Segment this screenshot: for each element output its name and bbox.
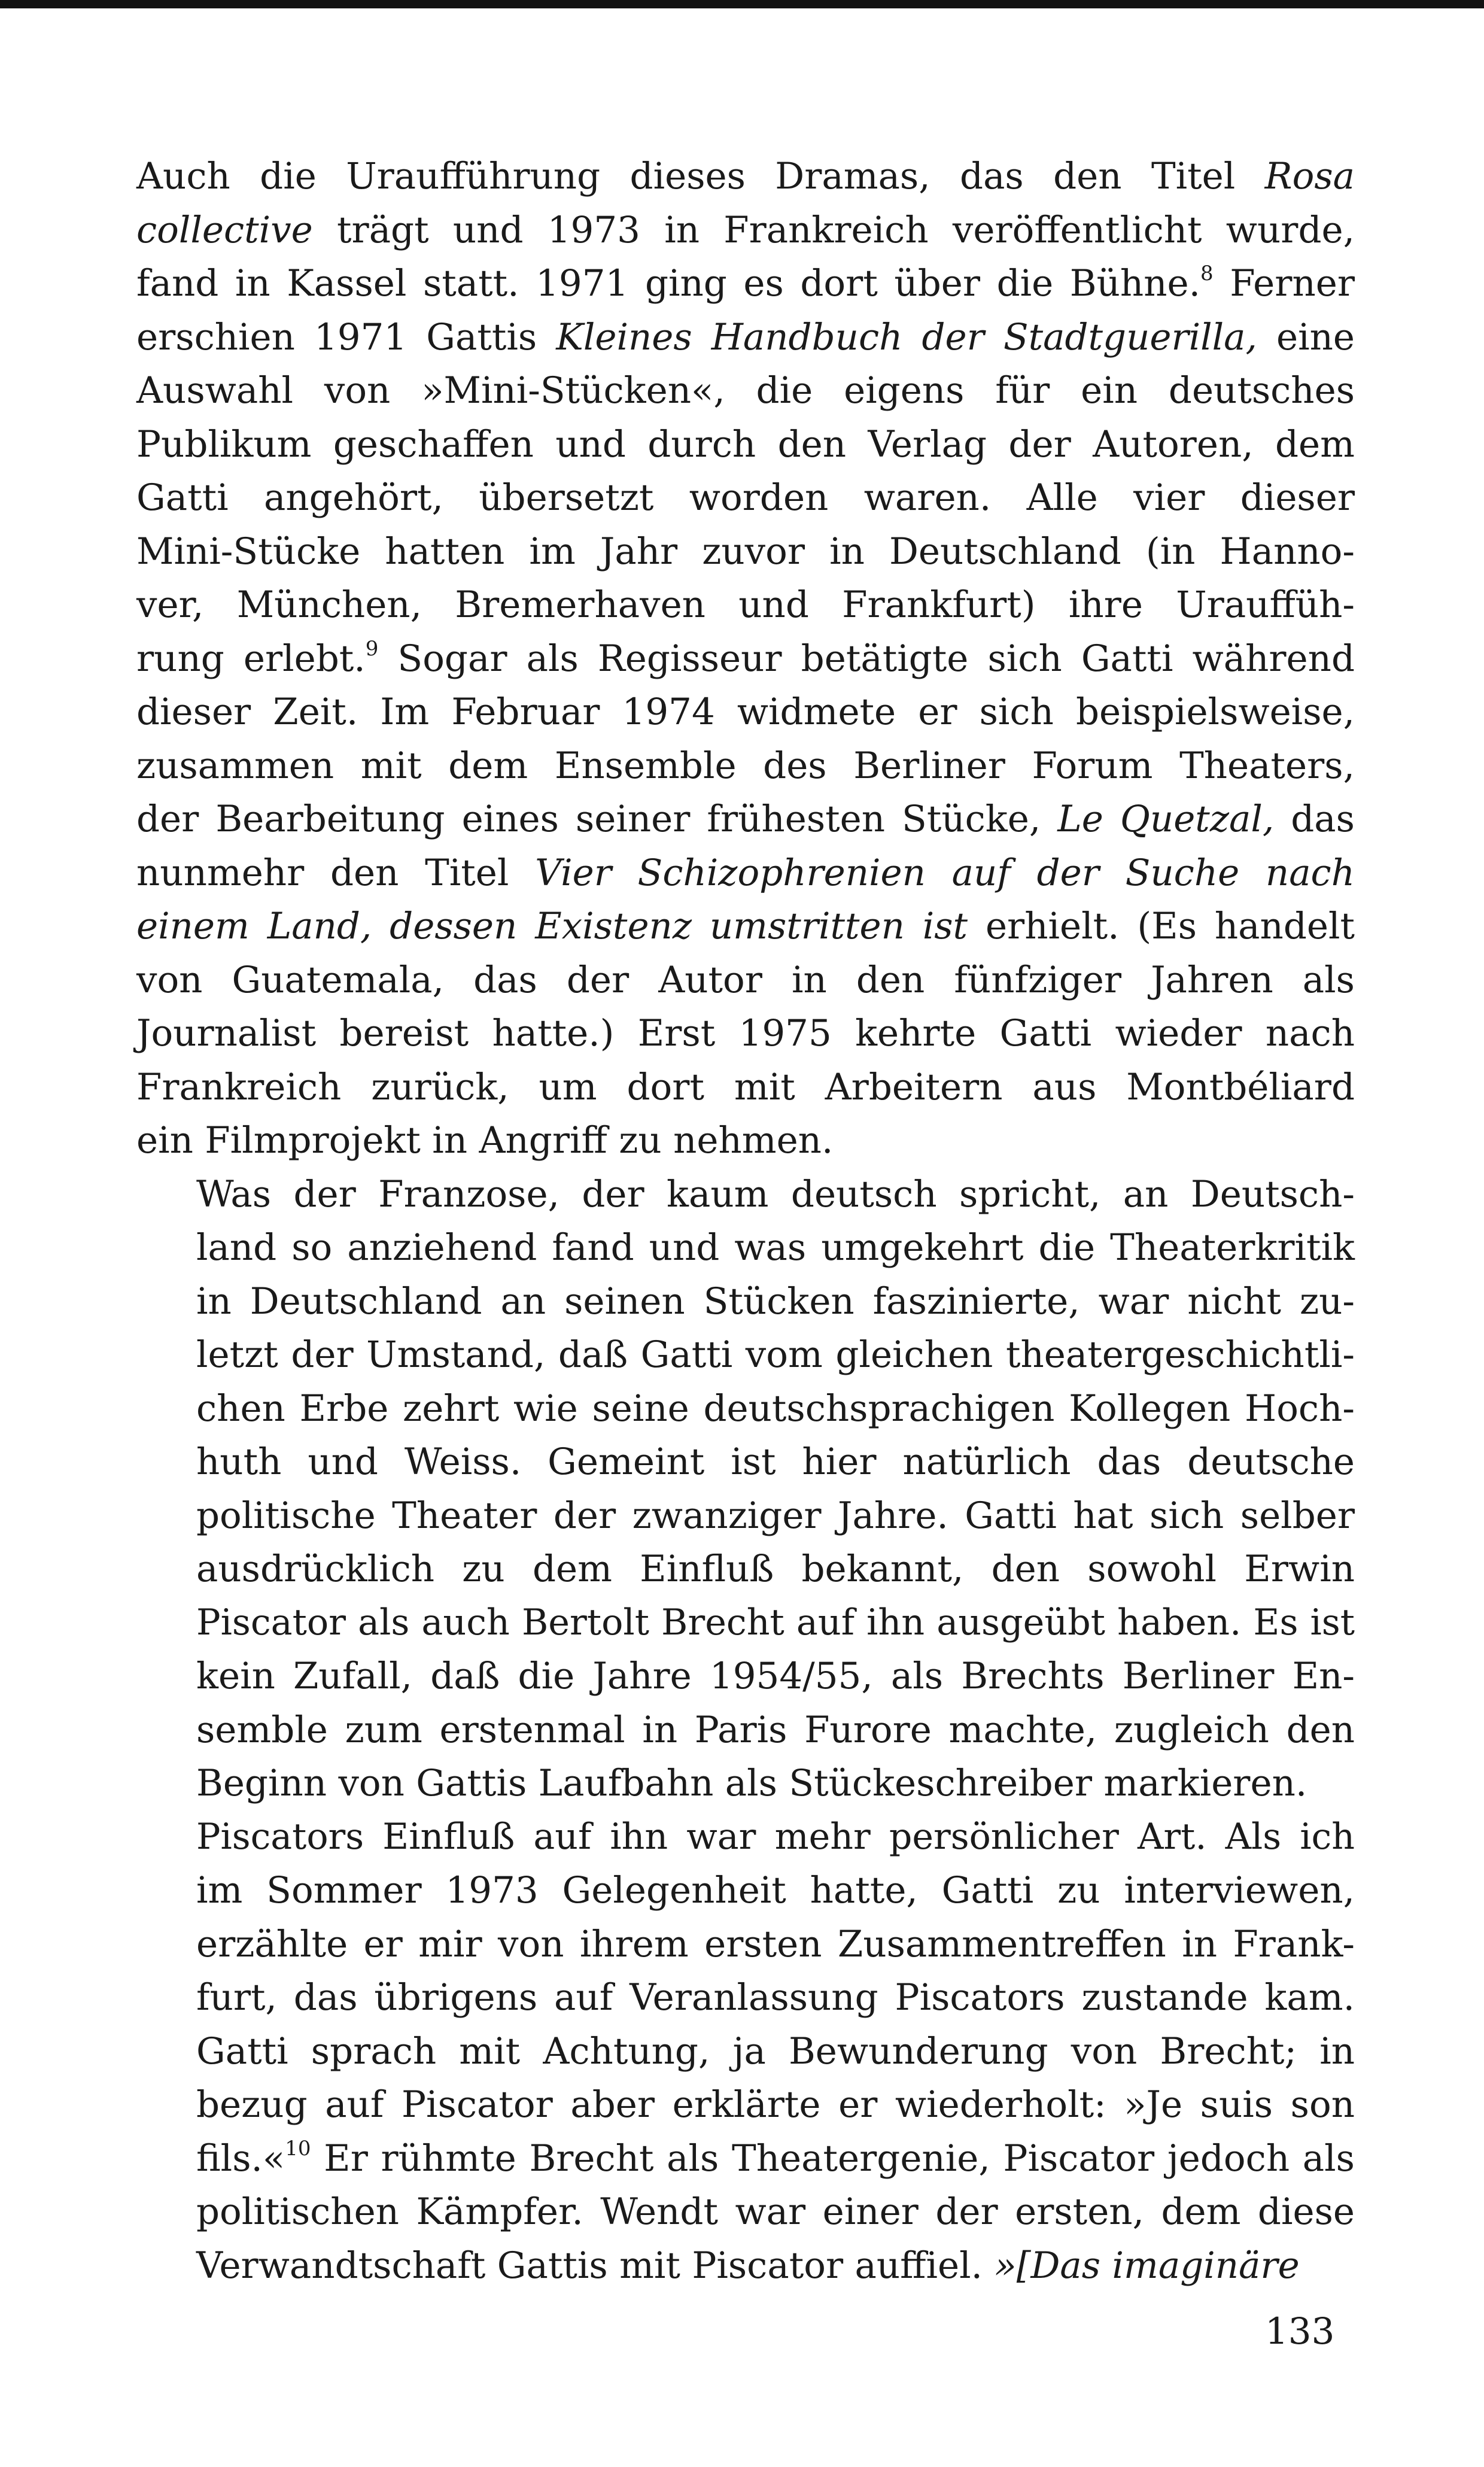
text-run: Publikum geschaffen und durch den Verlag der Autoren, dem [136, 423, 1355, 466]
text-line [136, 632, 1355, 686]
text-run: Verwandtschaft Gattis mit Piscator auffiel. [196, 2244, 995, 2287]
text-run: eine [1257, 315, 1355, 358]
text-line [136, 150, 1355, 203]
text-line [136, 2185, 1355, 2239]
footnote-marker: 9 [365, 636, 379, 661]
text-line [136, 1489, 1355, 1543]
text-run: ver, München, Bremerhaven und Frankfurt) ihre Urauffüh- [136, 584, 1355, 626]
text-line [136, 1061, 1355, 1114]
text-run: von Guatemala, das der Autor in den fünfziger Jahren als [136, 958, 1355, 1001]
text-run: politischen Kämpfer. Wendt war einer der ersten, dem diese [196, 2190, 1355, 2233]
footnote-marker: 8 [1200, 262, 1214, 285]
text-line [136, 792, 1355, 846]
text-line [136, 1864, 1355, 1918]
text-run: nunmehr den Titel [136, 851, 536, 894]
text-run: Gatti sprach mit Achtung, ja Bewunderung von Brecht; in [196, 2029, 1355, 2073]
text-line [136, 685, 1355, 739]
text-run: bezug auf Piscator aber erklärte er wiederholt: »Je suis son [196, 2083, 1355, 2126]
text-run: Journalist bereist hatte.) Erst 1975 kehrte Gatti wieder nach [136, 1012, 1355, 1055]
text-run: Auswahl von »Mini-Stücken«, die eigens für ein deutsches [136, 369, 1355, 412]
italic-title: Vier Schizophrenien auf der Suche nach [535, 851, 1355, 894]
text-run: ausdrücklich zu dem Einfluß bekannt, den sowohl Erwin [196, 1548, 1355, 1590]
text-run: dieser Zeit. Im Februar 1974 widmete er sich beispielsweise, [136, 691, 1355, 733]
text-run: Er rühmte Brecht als Theatergenie, Piscator jedoch als [311, 2137, 1355, 2180]
text-line [136, 1328, 1355, 1382]
text-run: furt, das übrigens auf Veranlassung Piscators zustande kam. [196, 1976, 1355, 2019]
text-run: semble zum erstenmal in Paris Furore machte, zugleich den [196, 1708, 1355, 1751]
text-line [136, 846, 1355, 900]
text-line [136, 525, 1355, 579]
text-run: Mini-Stücke hatten im Jahr zuvor in Deutschland (in Hanno- [136, 530, 1355, 573]
text-run: ein Filmprojekt in Angriff zu nehmen. [136, 1119, 834, 1162]
text-line [136, 471, 1355, 525]
text-line [136, 1275, 1355, 1329]
text-run: fils.« [196, 2137, 285, 2180]
text-line [136, 1649, 1355, 1703]
text-run: fand in Kassel statt. 1971 ging es dort über die Bühne. [136, 262, 1200, 305]
text-line [136, 739, 1355, 793]
text-line [136, 2078, 1355, 2132]
text-run: huth und Weiss. Gemeint ist hier natürlich das deutsche [196, 1441, 1355, 1483]
text-run: im Sommer 1973 Gelegenheit hatte, Gatti zu interviewen, [196, 1869, 1355, 1912]
text-run: Beginn von Gattis Laufbahn als Stückeschreiber markieren. [196, 1762, 1307, 1804]
text-line [136, 2025, 1355, 2079]
italic-title: Kleines Handbuch der Stadtguerilla, [556, 315, 1257, 358]
text-line [136, 953, 1355, 1007]
text-run: chen Erbe zehrt wie seine deutschsprachigen Kollegen Hoch- [196, 1387, 1355, 1430]
text-run: politische Theater der zwanziger Jahre. Gatti hat sich selber [196, 1494, 1355, 1537]
text-line [136, 418, 1355, 472]
italic-title: Rosa [1264, 155, 1355, 198]
paragraph-3 [136, 1810, 1355, 2293]
text-run: erzählte er mir von ihrem ersten Zusammentreffen in Frank- [196, 1922, 1355, 1965]
text-run: erhielt. (Es handelt [968, 905, 1355, 947]
text-run: das [1274, 798, 1355, 840]
text-run: rung erlebt. [136, 637, 366, 680]
text-run: in Deutschland an seinen Stücken faszinierte, war nicht zu- [196, 1280, 1355, 1323]
text-run: Sogar als Regisseur betätigte sich Gatti während [378, 637, 1355, 680]
text-line [136, 1168, 1355, 1222]
italic-title: Le Quetzal, [1057, 798, 1275, 840]
text-run: der Bearbeitung eines seiner frühesten Stücke, [136, 798, 1058, 840]
text-run: Gatti angehört, übersetzt worden waren. Alle vier dieser [136, 476, 1355, 519]
text-line [136, 900, 1355, 953]
text-line [136, 1971, 1355, 2025]
text-line [136, 1114, 1355, 1168]
text-line [136, 1757, 1355, 1810]
text-line [136, 1435, 1355, 1489]
text-run: Auch die Uraufführung dieses Dramas, das den Titel [136, 155, 1265, 198]
book-page-text [136, 150, 1355, 2424]
text-line [136, 578, 1355, 632]
text-line [136, 1542, 1355, 1596]
text-run: kein Zufall, daß die Jahre 1954/55, als Brechts Berliner En- [196, 1655, 1355, 1697]
text-line [136, 1382, 1355, 1436]
paragraph-2 [136, 1168, 1355, 1810]
text-run: Frankreich zurück, um dort mit Arbeitern aus Montbéliard [136, 1065, 1355, 1108]
text-run: Ferner [1213, 262, 1355, 305]
text-line [136, 2132, 1355, 2186]
scan-top-edge [0, 0, 1484, 8]
text-line [136, 364, 1355, 418]
text-run: erschien 1971 Gattis [136, 315, 556, 358]
italic-title: collective [136, 208, 313, 251]
text-line [136, 2239, 1355, 2293]
italic-title: »[Das imaginäre [994, 2244, 1300, 2287]
text-run: land so anziehend fand und was umgekehrt die Theaterkritik [196, 1226, 1355, 1269]
text-line [136, 1221, 1355, 1275]
text-run: Piscator als auch Bertolt Brecht auf ihn ausgeübt haben. Es ist [196, 1601, 1355, 1643]
text-line [136, 1007, 1355, 1061]
text-line [136, 1918, 1355, 1971]
italic-title: einem Land, dessen Existenz umstritten ist [136, 905, 968, 947]
paragraph-1 [136, 150, 1355, 1168]
page-number: 133 [1265, 2310, 1335, 2353]
text-line [136, 203, 1355, 257]
text-line [136, 1810, 1355, 1864]
text-line [136, 311, 1355, 364]
text-run: zusammen mit dem Ensemble des Berliner Forum Theaters, [136, 744, 1355, 787]
text-line [136, 1703, 1355, 1757]
text-run: Piscators Einfluß auf ihn war mehr persönlicher Art. Als ich [196, 1815, 1355, 1858]
text-run: trägt und 1973 in Frankreich veröffentlicht wurde, [312, 208, 1355, 251]
text-run: Was der Franzose, der kaum deutsch spricht, an Deutsch- [196, 1172, 1355, 1216]
footnote-marker: 10 [285, 2136, 311, 2161]
text-run: letzt der Umstand, daß Gatti vom gleichen theatergeschichtli- [196, 1333, 1355, 1376]
text-line [136, 257, 1355, 311]
text-line [136, 1596, 1355, 1650]
